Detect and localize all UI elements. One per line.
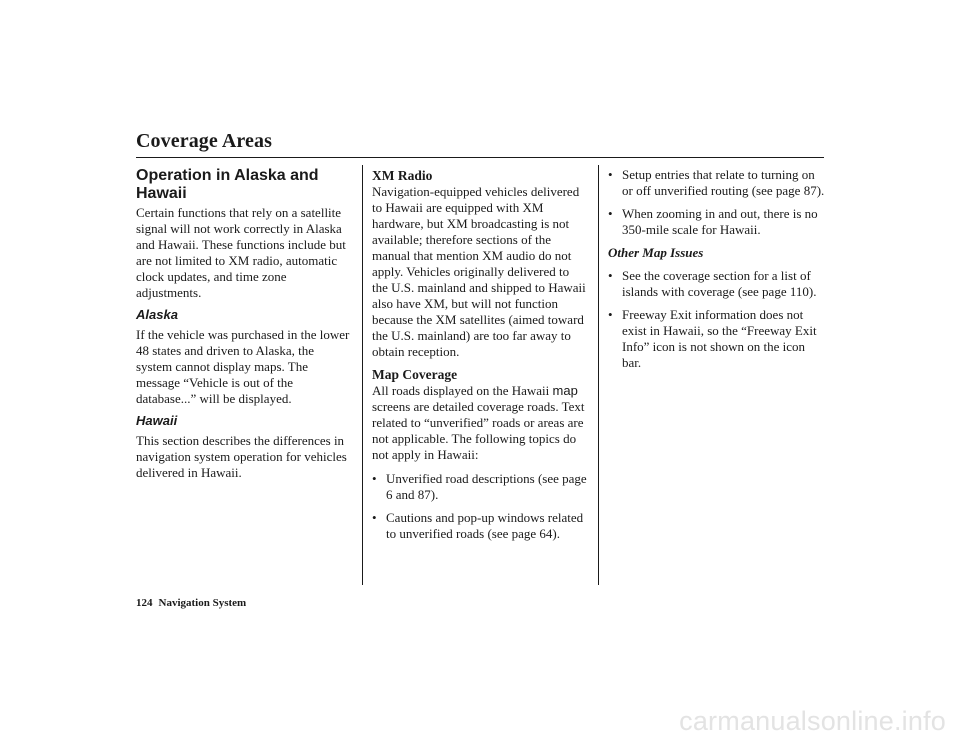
- list-item-text: See the coverage section for a list of islands with coverage (see page 110).: [622, 268, 817, 299]
- subheading-xm-radio: XM Radio: [372, 168, 433, 183]
- list-item: [608, 307, 826, 371]
- list-item: [608, 268, 826, 300]
- column-1: [136, 167, 350, 481]
- subheading-hawaii: Hawaii: [136, 413, 178, 428]
- bullet-icon: •: [608, 206, 613, 221]
- subheading-alaska: Alaska: [136, 307, 178, 322]
- subheading-map-coverage: Map Coverage: [372, 367, 458, 382]
- hawaii-paragraph: This section describes the differences in navigation system operation for vehicles delivered in Hawaii.: [136, 433, 347, 480]
- map-coverage-bullet-list: [372, 471, 588, 542]
- list-item: [372, 510, 588, 542]
- page-footer: [136, 597, 246, 609]
- map-text-end: screens are detailed coverage roads. Text related to “unverified” roads or areas are not applicable. The following topics do not apply in Hawaii:: [372, 399, 585, 462]
- bullet-icon: •: [608, 307, 613, 322]
- list-item-text: When zooming in and out, there is no 350-mile scale for Hawaii.: [622, 206, 818, 237]
- page-title: Coverage Areas: [136, 130, 272, 152]
- map-word: map: [552, 383, 578, 398]
- bullet-icon: •: [372, 510, 377, 525]
- column-divider-2: [598, 165, 599, 585]
- bullet-icon: •: [372, 471, 377, 486]
- title-rule: [136, 157, 824, 158]
- list-item-text: Freeway Exit information does not exist in Hawaii, so the “Freeway Exit Info” icon is not shown on the icon bar.: [622, 307, 817, 370]
- xm-paragraph: Navigation-equipped vehicles delivered to Hawaii are equipped with XM hardware, but XM broadcasting is not available; therefore sections of the manual that mention XM audio do not apply. Vehicles originally delivered to the U.S. mainland and shipped to Hawaii also have XM, but will not function because the XM satellites (aimed toward the U.S. mainland) are too far away to obtain reception.: [372, 184, 586, 359]
- list-item-text: Unverified road descriptions (see page 6 and 87).: [386, 471, 587, 502]
- alaska-paragraph: If the vehicle was purchased in the lower 48 states and driven to Alaska, the system cannot display maps. The message “Vehicle is out of the database...” will be displayed.: [136, 327, 350, 406]
- page-number: 124: [136, 597, 153, 609]
- list-item: [608, 167, 826, 199]
- bullet-icon: •: [608, 167, 613, 182]
- other-issues-bullet-list: [608, 268, 826, 371]
- column-2: [372, 168, 588, 549]
- subheading-other-map-issues: Other Map Issues: [608, 245, 704, 260]
- watermark-text: carmanualsonline.info: [679, 706, 946, 736]
- column-divider-1: [362, 165, 363, 585]
- intro-paragraph: Certain functions that rely on a satellite signal will not work correctly in Alaska and Hawaii. These functions include but are not limited to XM radio, automatic clock updates, and time zone adjustments.: [136, 205, 346, 300]
- continued-bullet-list: [608, 167, 826, 238]
- map-text-start: All roads displayed on the Hawaii: [372, 383, 553, 398]
- footer-section-title: Navigation System: [158, 597, 247, 609]
- list-item-text: Cautions and pop-up windows related to unverified roads (see page 64).: [386, 510, 584, 541]
- column-3: [608, 167, 826, 378]
- list-item: [372, 471, 588, 503]
- section-heading-alaska-hawaii: Operation in Alaska and Hawaii: [136, 167, 319, 202]
- map-coverage-paragraph: [372, 383, 588, 463]
- list-item-text: Setup entries that relate to turning on or off unverified routing (see page 87).: [622, 167, 825, 198]
- list-item: [608, 206, 826, 238]
- bullet-icon: •: [608, 268, 613, 283]
